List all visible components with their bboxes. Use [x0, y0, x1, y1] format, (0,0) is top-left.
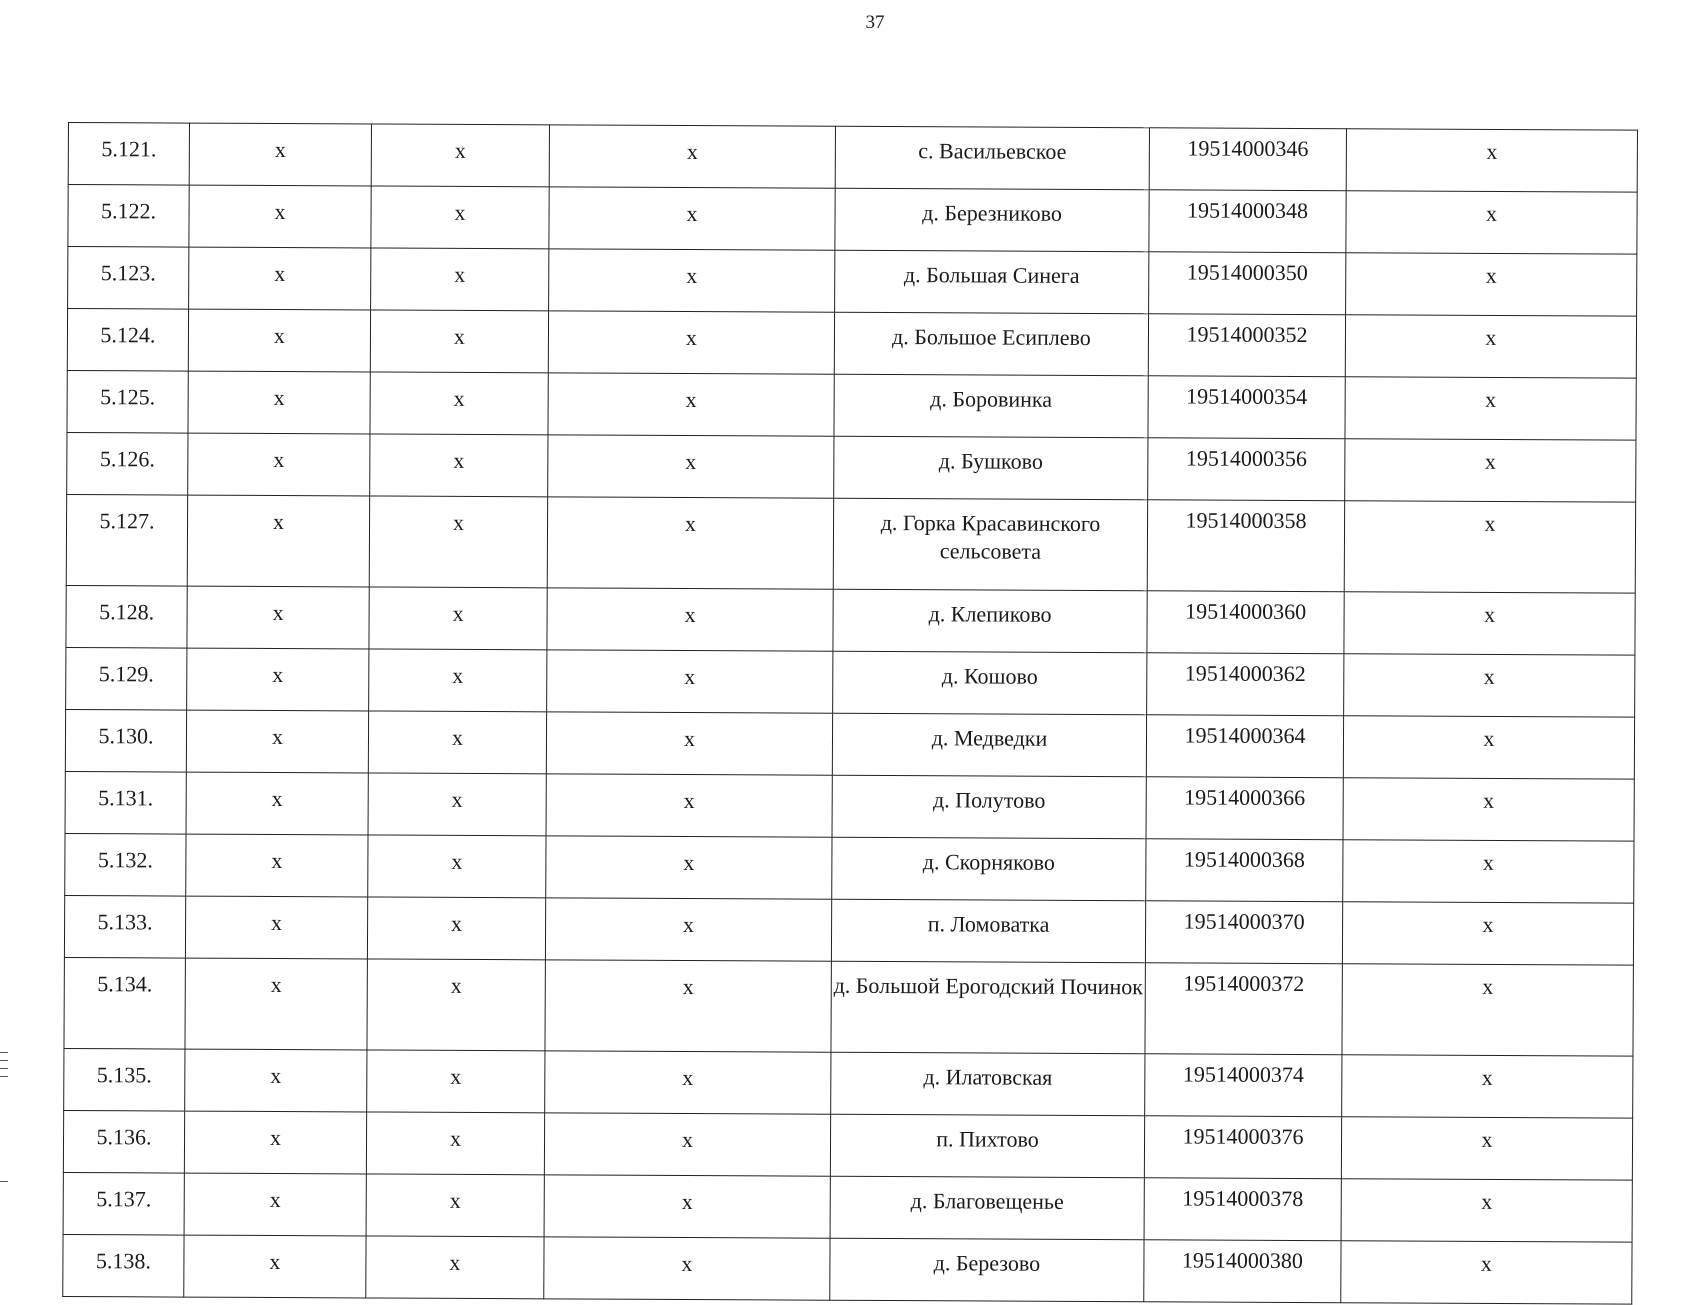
- column-7-cell: x: [1344, 501, 1635, 593]
- oktmo-code-cell: 19514000362: [1147, 653, 1344, 716]
- column-4-cell: x: [547, 497, 833, 589]
- column-3-cell: x: [368, 835, 546, 898]
- column-7-cell: x: [1343, 716, 1634, 779]
- table-row: [64, 895, 1633, 965]
- settlement-name-cell: д. Медведки: [832, 713, 1146, 777]
- margin-mark: [0, 1181, 8, 1182]
- row-number-cell: 5.128.: [66, 585, 187, 648]
- row-number-cell: 5.134.: [64, 957, 185, 1049]
- settlement-name-cell: д. Илатовская: [831, 1052, 1145, 1116]
- table-row: [64, 957, 1633, 1056]
- column-4-cell: x: [545, 1051, 831, 1114]
- table-body: [63, 123, 1638, 1305]
- row-number-cell: 5.138.: [63, 1234, 184, 1297]
- binding-marks: [0, 1052, 8, 1084]
- settlement-name-cell: д. Кошово: [833, 651, 1147, 715]
- row-number-cell: 5.127.: [66, 494, 187, 586]
- column-3-cell: x: [366, 1236, 544, 1299]
- settlement-name-cell: п. Пихтово: [830, 1114, 1144, 1178]
- table-row: [67, 309, 1636, 379]
- settlement-name-cell: д. Березниково: [835, 188, 1149, 252]
- table-row: [65, 709, 1634, 779]
- oktmo-code-cell: 19514000374: [1145, 1054, 1342, 1117]
- settlement-name-cell: д. Горка Красавинского сельсовета: [833, 498, 1147, 591]
- column-3-cell: x: [368, 773, 546, 836]
- settlement-name-cell: д. Клепиково: [833, 589, 1147, 653]
- column-3-cell: x: [367, 897, 545, 960]
- table-row: [63, 1234, 1632, 1304]
- row-number-cell: 5.129.: [66, 647, 187, 710]
- row-number-cell: 5.123.: [68, 247, 189, 310]
- oktmo-code-cell: 19514000350: [1149, 252, 1346, 315]
- column-3-cell: x: [367, 1050, 545, 1113]
- page-number: 37: [865, 12, 885, 33]
- column-7-cell: x: [1346, 253, 1637, 316]
- column-3-cell: x: [371, 124, 549, 187]
- table-row: [65, 833, 1634, 903]
- table-row: [68, 185, 1637, 255]
- table-row: [68, 247, 1637, 317]
- oktmo-code-cell: 19514000356: [1148, 438, 1345, 501]
- column-2-cell: x: [189, 123, 371, 186]
- column-2-cell: x: [187, 586, 369, 649]
- table-row: [66, 647, 1635, 717]
- oktmo-code-cell: 19514000380: [1144, 1240, 1341, 1303]
- row-number-cell: 5.121.: [68, 123, 189, 186]
- table-row: [67, 370, 1636, 440]
- settlement-name-cell: п. Ломоватка: [831, 899, 1145, 963]
- oktmo-code-cell: 19514000364: [1146, 715, 1343, 778]
- column-3-cell: x: [369, 649, 547, 712]
- column-2-cell: x: [188, 309, 370, 372]
- column-2-cell: x: [187, 648, 369, 711]
- settlement-name-cell: д. Бушково: [834, 436, 1148, 500]
- row-number-cell: 5.130.: [65, 709, 186, 772]
- row-number-cell: 5.124.: [67, 309, 188, 372]
- settlements-table-container: [62, 122, 1637, 1305]
- column-4-cell: x: [546, 712, 832, 775]
- column-4-cell: x: [549, 125, 835, 188]
- column-2-cell: x: [184, 1111, 366, 1174]
- column-4-cell: x: [545, 898, 831, 961]
- column-3-cell: x: [369, 587, 547, 650]
- table-row: [63, 1172, 1632, 1242]
- oktmo-code-cell: 19514000368: [1146, 839, 1343, 902]
- column-2-cell: x: [186, 710, 368, 773]
- table-row: [66, 585, 1635, 655]
- column-3-cell: x: [366, 1174, 544, 1237]
- column-2-cell: x: [184, 1173, 366, 1236]
- settlement-name-cell: д. Благовещенье: [830, 1176, 1144, 1240]
- column-2-cell: x: [184, 1235, 366, 1298]
- column-2-cell: x: [186, 834, 368, 897]
- row-number-cell: 5.136.: [63, 1110, 184, 1173]
- column-7-cell: x: [1345, 377, 1636, 440]
- column-2-cell: x: [185, 958, 367, 1050]
- column-2-cell: x: [187, 495, 369, 587]
- column-7-cell: x: [1342, 964, 1633, 1056]
- column-4-cell: x: [549, 187, 835, 250]
- oktmo-code-cell: 19514000378: [1144, 1178, 1341, 1241]
- settlement-name-cell: д. Большое Есиплево: [834, 312, 1148, 376]
- column-3-cell: x: [369, 496, 547, 588]
- settlement-name-cell: д. Полутово: [832, 775, 1146, 839]
- column-2-cell: x: [189, 247, 371, 310]
- column-4-cell: x: [547, 588, 833, 651]
- oktmo-code-cell: 19514000360: [1147, 591, 1344, 654]
- oktmo-code-cell: 19514000372: [1145, 963, 1342, 1055]
- settlement-name-cell: д. Березово: [830, 1238, 1144, 1302]
- column-4-cell: x: [548, 373, 834, 436]
- row-number-cell: 5.126.: [67, 432, 188, 495]
- oktmo-code-cell: 19514000366: [1146, 777, 1343, 840]
- column-2-cell: x: [188, 371, 370, 434]
- row-number-cell: 5.137.: [63, 1172, 184, 1235]
- column-3-cell: x: [371, 186, 549, 249]
- column-7-cell: x: [1344, 654, 1635, 717]
- table-row: [66, 494, 1635, 593]
- settlement-name-cell: д. Скорняково: [832, 837, 1146, 901]
- column-3-cell: x: [370, 372, 548, 435]
- column-3-cell: x: [371, 248, 549, 311]
- column-7-cell: x: [1342, 1055, 1633, 1118]
- table-row: [67, 432, 1636, 502]
- settlement-name-cell: с. Васильевское: [835, 126, 1149, 190]
- column-4-cell: x: [549, 249, 835, 312]
- column-4-cell: x: [548, 311, 834, 374]
- row-number-cell: 5.132.: [65, 833, 186, 896]
- table-row: [68, 123, 1637, 193]
- column-4-cell: x: [544, 1237, 830, 1300]
- oktmo-code-cell: 19514000346: [1149, 128, 1346, 191]
- settlement-name-cell: д. Большая Синега: [835, 250, 1149, 314]
- column-3-cell: x: [370, 434, 548, 497]
- column-4-cell: x: [544, 1113, 830, 1176]
- column-3-cell: x: [368, 711, 546, 774]
- column-2-cell: x: [186, 772, 368, 835]
- column-3-cell: x: [367, 959, 545, 1051]
- row-number-cell: 5.122.: [68, 185, 189, 248]
- column-4-cell: x: [548, 435, 834, 498]
- settlements-table: [62, 122, 1638, 1305]
- column-7-cell: x: [1346, 191, 1637, 254]
- settlement-name-cell: д. Боровинка: [834, 374, 1148, 438]
- settlement-name-cell: д. Большой Ерогодский Починок: [831, 961, 1145, 1054]
- column-2-cell: x: [188, 433, 370, 496]
- column-4-cell: x: [544, 1175, 830, 1238]
- column-3-cell: x: [370, 310, 548, 373]
- oktmo-code-cell: 19514000354: [1148, 376, 1345, 439]
- column-7-cell: x: [1343, 778, 1634, 841]
- oktmo-code-cell: 19514000348: [1149, 190, 1346, 253]
- oktmo-code-cell: 19514000358: [1147, 500, 1344, 592]
- column-2-cell: x: [185, 896, 367, 959]
- row-number-cell: 5.135.: [64, 1048, 185, 1111]
- column-7-cell: x: [1342, 902, 1633, 965]
- oktmo-code-cell: 19514000370: [1145, 901, 1342, 964]
- row-number-cell: 5.133.: [64, 895, 185, 958]
- row-number-cell: 5.131.: [65, 771, 186, 834]
- column-4-cell: x: [545, 960, 831, 1052]
- oktmo-code-cell: 19514000352: [1148, 314, 1345, 377]
- column-3-cell: x: [366, 1112, 544, 1175]
- column-4-cell: x: [547, 650, 833, 713]
- column-7-cell: x: [1341, 1179, 1632, 1242]
- row-number-cell: 5.125.: [67, 370, 188, 433]
- table-row: [65, 771, 1634, 841]
- table-row: [63, 1110, 1632, 1180]
- column-7-cell: x: [1341, 1241, 1632, 1304]
- oktmo-code-cell: 19514000376: [1144, 1116, 1341, 1179]
- column-7-cell: x: [1345, 439, 1636, 502]
- table-row: [64, 1048, 1633, 1118]
- column-2-cell: x: [189, 185, 371, 248]
- column-7-cell: x: [1345, 315, 1636, 378]
- column-4-cell: x: [546, 774, 832, 837]
- column-7-cell: x: [1344, 592, 1635, 655]
- column-2-cell: x: [185, 1049, 367, 1112]
- column-7-cell: x: [1343, 840, 1634, 903]
- column-4-cell: x: [546, 836, 832, 899]
- column-7-cell: x: [1341, 1117, 1632, 1180]
- column-7-cell: x: [1346, 129, 1637, 192]
